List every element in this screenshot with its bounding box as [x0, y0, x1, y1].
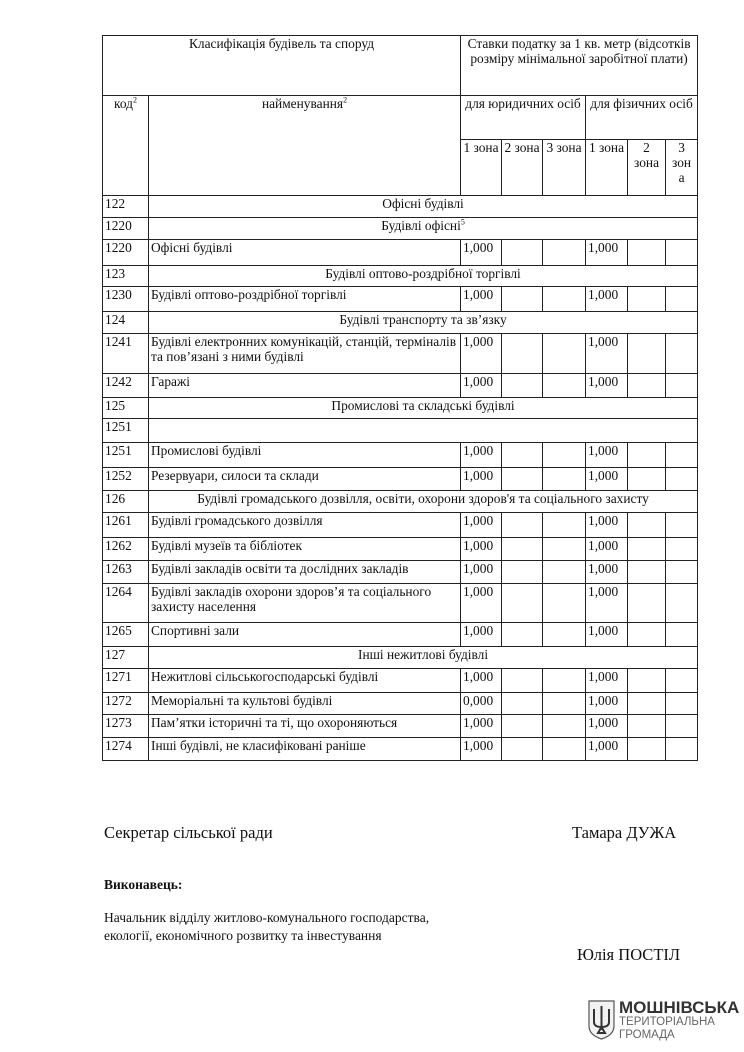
individual-zone-1-rate: 1,000: [586, 693, 628, 715]
row-code: 1252: [103, 468, 149, 491]
table-row: [103, 561, 698, 584]
individual-zone-1-rate: 1,000: [586, 240, 628, 266]
row-code: 123: [103, 266, 149, 287]
table-row: [103, 669, 698, 693]
legal-zone-2-rate: [502, 287, 543, 312]
header-legal-zone-2: 2 зона: [502, 140, 543, 196]
row-code: 1230: [103, 287, 149, 312]
table-row: [103, 513, 698, 538]
group-title: Офісні будівлі: [149, 196, 698, 218]
group-row: [103, 419, 698, 443]
row-code: 122: [103, 196, 149, 218]
tax-rates-table: [102, 35, 698, 761]
trident-coat-of-arms-icon: [588, 1000, 615, 1040]
group-title: [149, 419, 698, 443]
header-code: код$^2$: [103, 96, 149, 196]
individual-zone-3-rate: [666, 561, 698, 584]
individual-zone-1-rate: 1,000: [586, 623, 628, 647]
legal-zone-3-rate: [543, 513, 586, 538]
executor-position: Начальник відділу житлово-комунального господарства, екології, економічного розвитку та інвестування: [104, 910, 430, 943]
row-name: Гаражі: [149, 374, 461, 398]
table-row: [103, 240, 698, 266]
individual-zone-1-rate: 1,000: [586, 287, 628, 312]
header-legal-zone-3: 3 зона: [543, 140, 586, 196]
legal-zone-1-rate: 1,000: [461, 623, 502, 647]
individual-zone-1-rate: 1,000: [586, 538, 628, 561]
row-name: Резервуари, силоси та склади: [149, 468, 461, 491]
group-title: Промислові та складські будівлі: [149, 398, 698, 419]
legal-zone-3-rate: [543, 584, 586, 623]
individual-zone-1-rate: 1,000: [586, 738, 628, 761]
legal-zone-1-rate: 1,000: [461, 443, 502, 468]
row-code: 1251: [103, 419, 149, 443]
individual-zone-2-rate: [628, 287, 666, 312]
table-row: [103, 374, 698, 398]
table-header: [103, 36, 698, 196]
group-row: [103, 218, 698, 240]
individual-zone-2-rate: [628, 443, 666, 468]
individual-zone-3-rate: [666, 374, 698, 398]
group-title: Будівлі офісні$^5$: [149, 218, 698, 240]
header-name: найменування$^2$: [149, 96, 461, 196]
individual-zone-3-rate: [666, 738, 698, 761]
row-code: 1220: [103, 240, 149, 266]
row-name: Будівлі закладів освіти та дослідних закладів: [149, 561, 461, 584]
legal-zone-1-rate: 0,000: [461, 693, 502, 715]
community-logo: [588, 998, 740, 1044]
legal-zone-1-rate: 1,000: [461, 287, 502, 312]
legal-zone-1-rate: 1,000: [461, 468, 502, 491]
row-name: Офісні будівлі: [149, 240, 461, 266]
table-body: [103, 196, 698, 761]
individual-zone-3-rate: [666, 443, 698, 468]
individual-zone-2-rate: [628, 584, 666, 623]
row-name: Будівлі музеїв та бібліотек: [149, 538, 461, 561]
legal-zone-2-rate: [502, 334, 543, 374]
row-code: 1241: [103, 334, 149, 374]
individual-zone-2-rate: [628, 468, 666, 491]
individual-zone-2-rate: [628, 738, 666, 761]
row-code: 1263: [103, 561, 149, 584]
group-title: Будівлі оптово-роздрібної торгівлі: [149, 266, 698, 287]
header-individuals: для фізичних осіб: [586, 96, 698, 140]
individual-zone-3-rate: [666, 584, 698, 623]
row-name: Інші будівлі, не класифіковані раніше: [149, 738, 461, 761]
header-rates: Ставки податку за 1 кв. метр (відсотків розміру мінімальної заробітної плати): [461, 36, 698, 96]
group-title: Будівлі транспорту та зв’язку: [149, 312, 698, 334]
row-code: 1262: [103, 538, 149, 561]
legal-zone-3-rate: [543, 443, 586, 468]
individual-zone-3-rate: [666, 513, 698, 538]
legal-zone-2-rate: [502, 240, 543, 266]
legal-zone-3-rate: [543, 693, 586, 715]
row-name: Нежитлові сільськогосподарські будівлі: [149, 669, 461, 693]
legal-zone-2-rate: [502, 623, 543, 647]
individual-zone-2-rate: [628, 334, 666, 374]
row-name: Спортивні зали: [149, 623, 461, 647]
logo-line-3: ГРОМАДА: [619, 1029, 675, 1041]
table-row: [103, 693, 698, 715]
row-name: Будівлі закладів охорони здоров’я та соціального захисту населення: [149, 584, 461, 623]
individual-zone-1-rate: 1,000: [586, 584, 628, 623]
logo-line-2: ТЕРИТОРІАЛЬНА: [619, 1016, 715, 1028]
header-individual-zone-3: 3 зон а: [666, 140, 698, 196]
legal-zone-3-rate: [543, 715, 586, 738]
legal-zone-1-rate: 1,000: [461, 561, 502, 584]
row-code: 1272: [103, 693, 149, 715]
legal-zone-2-rate: [502, 669, 543, 693]
executor-name: Юлія ПОСТІЛ: [577, 945, 681, 964]
secretary-title: Секретар сільської ради: [104, 823, 273, 842]
individual-zone-2-rate: [628, 693, 666, 715]
header-classification: Класифікація будівель та споруд: [103, 36, 461, 96]
row-code: 127: [103, 647, 149, 669]
legal-zone-3-rate: [543, 287, 586, 312]
legal-zone-2-rate: [502, 468, 543, 491]
individual-zone-2-rate: [628, 538, 666, 561]
individual-zone-2-rate: [628, 669, 666, 693]
legal-zone-3-rate: [543, 240, 586, 266]
individual-zone-3-rate: [666, 623, 698, 647]
legal-zone-3-rate: [543, 623, 586, 647]
row-code: 125: [103, 398, 149, 419]
row-name: Промислові будівлі: [149, 443, 461, 468]
table-row: [103, 738, 698, 761]
individual-zone-3-rate: [666, 538, 698, 561]
individual-zone-3-rate: [666, 287, 698, 312]
individual-zone-3-rate: [666, 334, 698, 374]
row-name: Будівлі електронних комунікацій, станцій, терміналів та пов’язані з ними будівлі: [149, 334, 461, 374]
individual-zone-2-rate: [628, 513, 666, 538]
legal-zone-2-rate: [502, 715, 543, 738]
legal-zone-2-rate: [502, 538, 543, 561]
individual-zone-3-rate: [666, 669, 698, 693]
individual-zone-1-rate: 1,000: [586, 374, 628, 398]
secretary-name: Тамара ДУЖА: [572, 823, 677, 842]
legal-zone-3-rate: [543, 561, 586, 584]
individual-zone-3-rate: [666, 240, 698, 266]
legal-zone-2-rate: [502, 584, 543, 623]
row-code: 1220: [103, 218, 149, 240]
table-row: [103, 538, 698, 561]
header-individual-zone-1: 1 зона: [586, 140, 628, 196]
group-title: Будівлі громадського дозвілля, освіти, охорони здоров'я та соціального захисту: [149, 491, 698, 513]
individual-zone-3-rate: [666, 468, 698, 491]
individual-zone-1-rate: 1,000: [586, 468, 628, 491]
legal-zone-1-rate: 1,000: [461, 240, 502, 266]
individual-zone-1-rate: 1,000: [586, 513, 628, 538]
individual-zone-2-rate: [628, 240, 666, 266]
legal-zone-1-rate: 1,000: [461, 738, 502, 761]
legal-zone-1-rate: 1,000: [461, 334, 502, 374]
row-code: 1261: [103, 513, 149, 538]
legal-zone-3-rate: [543, 538, 586, 561]
legal-zone-1-rate: 1,000: [461, 669, 502, 693]
table-row: [103, 715, 698, 738]
individual-zone-2-rate: [628, 561, 666, 584]
legal-zone-3-rate: [543, 669, 586, 693]
table-row: [103, 443, 698, 468]
legal-zone-1-rate: 1,000: [461, 538, 502, 561]
table-row: [103, 623, 698, 647]
individual-zone-2-rate: [628, 715, 666, 738]
legal-zone-1-rate: 1,000: [461, 584, 502, 623]
table-row: [103, 334, 698, 374]
legal-zone-2-rate: [502, 443, 543, 468]
legal-zone-2-rate: [502, 693, 543, 715]
individual-zone-3-rate: [666, 693, 698, 715]
logo-line-1: МОШНІВСЬКА: [619, 998, 740, 1017]
legal-zone-2-rate: [502, 374, 543, 398]
individual-zone-1-rate: 1,000: [586, 715, 628, 738]
individual-zone-1-rate: 1,000: [586, 334, 628, 374]
legal-zone-2-rate: [502, 561, 543, 584]
legal-zone-2-rate: [502, 738, 543, 761]
individual-zone-3-rate: [666, 715, 698, 738]
row-code: 126: [103, 491, 149, 513]
row-name: Будівлі громадського дозвілля: [149, 513, 461, 538]
row-name: Будівлі оптово-роздрібної торгівлі: [149, 287, 461, 312]
group-row: [103, 491, 698, 513]
group-row: [103, 647, 698, 669]
legal-zone-3-rate: [543, 468, 586, 491]
row-code: 1271: [103, 669, 149, 693]
individual-zone-1-rate: 1,000: [586, 669, 628, 693]
group-row: [103, 266, 698, 287]
header-individual-zone-2: 2 зона: [628, 140, 666, 196]
legal-zone-3-rate: [543, 738, 586, 761]
executor-heading: Виконавець:: [104, 877, 183, 892]
table-row: [103, 468, 698, 491]
group-title: Інші нежитлові будівлі: [149, 647, 698, 669]
row-code: 1251: [103, 443, 149, 468]
individual-zone-1-rate: 1,000: [586, 561, 628, 584]
individual-zone-1-rate: 1,000: [586, 443, 628, 468]
header-legal-entities: для юридичних осіб: [461, 96, 586, 140]
table-row: [103, 287, 698, 312]
individual-zone-2-rate: [628, 623, 666, 647]
group-row: [103, 196, 698, 218]
header-legal-zone-1: 1 зона: [461, 140, 502, 196]
legal-zone-1-rate: 1,000: [461, 374, 502, 398]
group-row: [103, 312, 698, 334]
row-code: 124: [103, 312, 149, 334]
row-code: 1273: [103, 715, 149, 738]
individual-zone-2-rate: [628, 374, 666, 398]
legal-zone-3-rate: [543, 334, 586, 374]
row-code: 1274: [103, 738, 149, 761]
legal-zone-2-rate: [502, 513, 543, 538]
table-row: [103, 584, 698, 623]
legal-zone-3-rate: [543, 374, 586, 398]
legal-zone-1-rate: 1,000: [461, 513, 502, 538]
row-code: 1264: [103, 584, 149, 623]
row-name: Меморіальні та культові будівлі: [149, 693, 461, 715]
legal-zone-1-rate: 1,000: [461, 715, 502, 738]
row-name: Пам’ятки історичні та ті, що охороняються: [149, 715, 461, 738]
group-row: [103, 398, 698, 419]
row-code: 1242: [103, 374, 149, 398]
row-code: 1265: [103, 623, 149, 647]
